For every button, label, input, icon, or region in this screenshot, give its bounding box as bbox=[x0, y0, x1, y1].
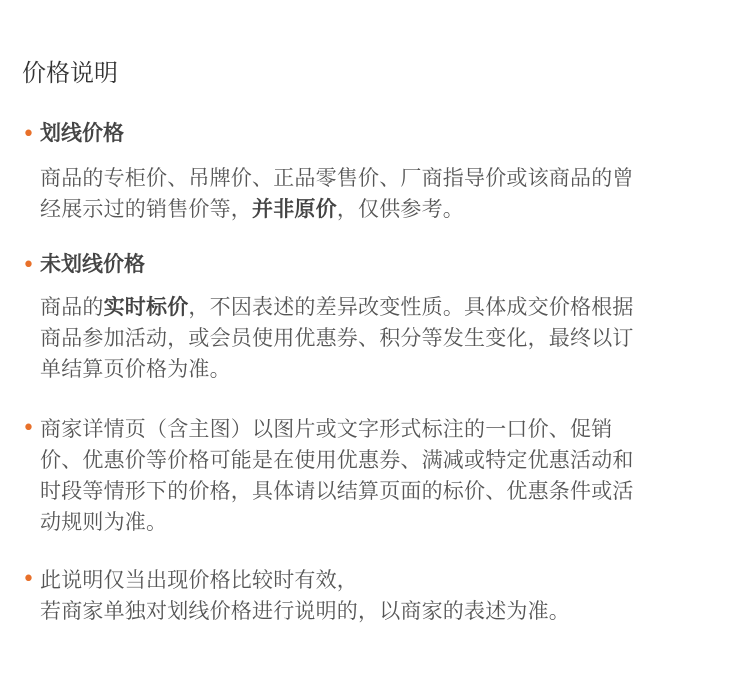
body-line bbox=[40, 163, 730, 194]
text-run: 此说明仅当出现价格比较时有效， bbox=[40, 568, 358, 592]
text-run: ，不因表述的差异改变性质。具体成交价格根据 bbox=[188, 295, 634, 319]
bullet-icon: • bbox=[22, 122, 35, 147]
text-run: 商品的专柜价、吊牌价、正品零售价、厂商指导价或该商品的曾 bbox=[40, 166, 634, 190]
text-run: 单结算页价格为准。 bbox=[40, 357, 231, 381]
section-body bbox=[40, 292, 730, 385]
section-heading: 划线价格 bbox=[40, 121, 124, 145]
section-heading: 未划线价格 bbox=[40, 252, 145, 276]
body-line bbox=[40, 596, 730, 627]
body-line bbox=[40, 354, 730, 385]
section-body bbox=[40, 163, 730, 225]
body-line bbox=[40, 565, 730, 596]
emphasis-text: 并非原价 bbox=[252, 197, 337, 221]
body-line bbox=[40, 414, 730, 445]
body-line bbox=[40, 445, 730, 476]
text-run: 时段等情形下的价格，具体请以结算页面的标价、优惠条件或活 bbox=[40, 479, 634, 503]
text-run: 商家详情页（含主图）以图片或文字形式标注的一口价、促销 bbox=[40, 417, 613, 441]
text-run: ，仅供参考。 bbox=[336, 197, 465, 221]
text-run: 价、优惠价等价格可能是在使用优惠券、满减或特定优惠活动和 bbox=[40, 448, 634, 472]
section-body bbox=[40, 414, 730, 538]
body-line bbox=[40, 194, 730, 225]
text-run: 经展示过的销售价等， bbox=[40, 197, 252, 221]
text-run: 商品参加活动，或会员使用优惠券、积分等发生变化，最终以订 bbox=[40, 326, 634, 350]
page-title: 价格说明 bbox=[22, 59, 118, 87]
section-body bbox=[40, 565, 730, 627]
bullet-icon: • bbox=[22, 416, 35, 441]
emphasis-text: 实时标价 bbox=[103, 295, 189, 319]
body-line bbox=[40, 507, 730, 538]
body-line bbox=[40, 292, 730, 323]
text-run: 商品的 bbox=[40, 295, 104, 319]
text-run: 动规则为准。 bbox=[40, 510, 168, 534]
bullet-icon: • bbox=[22, 567, 35, 592]
body-line bbox=[40, 323, 730, 354]
body-line bbox=[40, 476, 730, 507]
text-run: 若商家单独对划线价格进行说明的，以商家的表述为准。 bbox=[40, 599, 570, 623]
bullet-icon: • bbox=[22, 253, 35, 278]
